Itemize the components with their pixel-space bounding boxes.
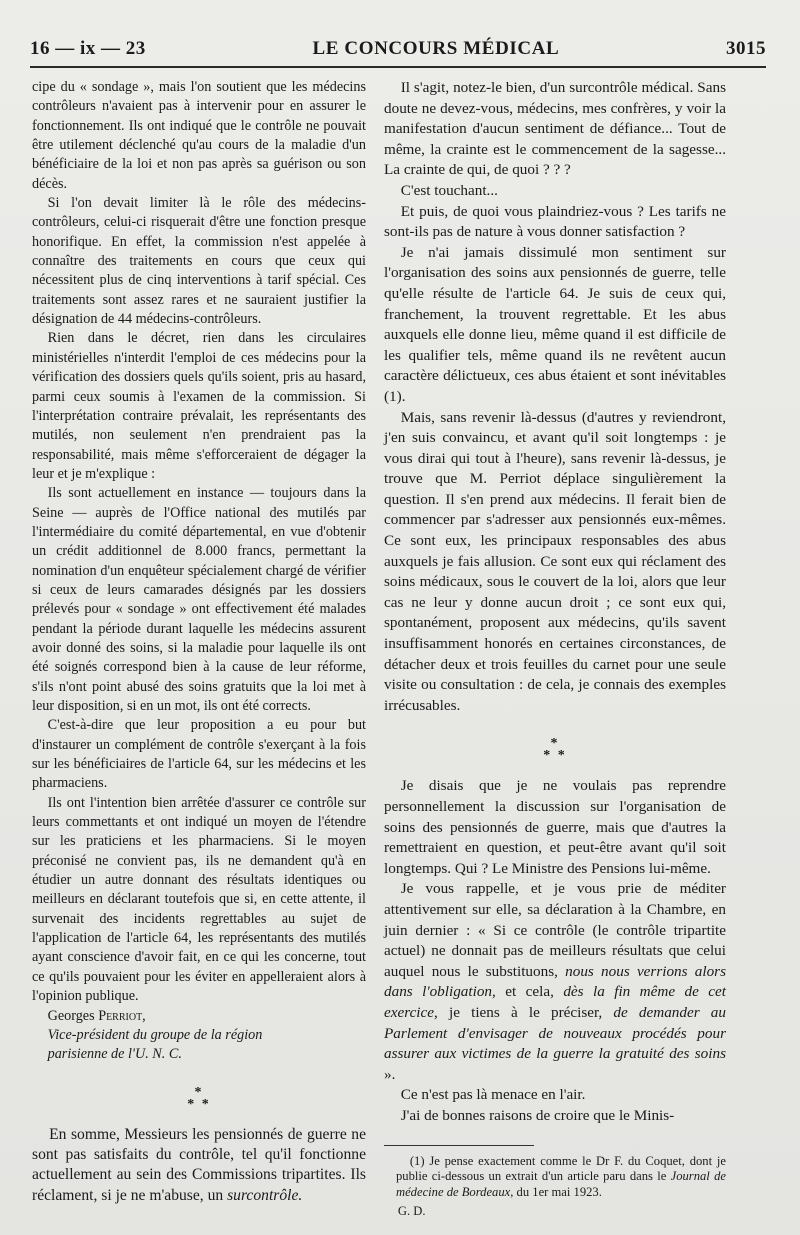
separator-star-bottom: * *	[543, 748, 567, 764]
separator-star-top: *	[550, 736, 560, 752]
footnote-text: , du 1er mai 1923.	[510, 1185, 602, 1200]
footnote-text: (1) Je pense exactement comme le Dr F. du Coquet, dont je publie ci-dessous un extrait d'un article paru dans le	[396, 1153, 726, 1184]
closing-paragraph	[32, 1125, 366, 1207]
paragraph: C'est touchant...	[400, 181, 498, 199]
quote-paragraph	[384, 879, 726, 1085]
paragraph: C'est-à-dire que leur proposition a eu pour but d'instaurer un complément de contrôle s'exerçant à la fois sur les bénéficiaires de l'article 64, sur les médecins et les pharmaciens.	[32, 717, 366, 792]
paragraph: Il s'agit, notez-le bien, d'un surcontrôle médical. Sans doute ne devez-vous, médecins, mes confrères, y voir la manifestation d'aucun sentiment de défiance... Tout de même, la crainte est le commencement de la sagesse... La crainte de qui, de quoi ? ? ?	[384, 79, 726, 179]
closing-emphasis: surcontrôle.	[227, 1186, 303, 1204]
journal-title: LE CONCOURS MÉDICAL	[312, 38, 560, 59]
paragraph: Ils sont actuellement en instance — toujours dans la Seine — auprès de l'Office national des mutilés par l'intermédiaire du comité départemental, en vue d'obtenir un crédit additionnel de 8.000 francs, permettant la nomination d'un enquêteur spécialement chargé de vérifier si ceux de leurs camarades désignés par les dossiers prélevés pour « sondage » ont effectivement été malades pendant la période durant laquelle les médecins assurent avoir donné des soins, si la maladie pour laquelle ils ont été soignés correspond bien à la cause de leur réforme, s'ils n'ont point abusé des soins gratuits que la loi met à leur disposition, si en un mot, ils ont été corrects.	[32, 485, 366, 714]
quote-emphasis: dès la fin même de cet exercice	[384, 983, 726, 1021]
left-column	[32, 78, 366, 1206]
footnote-signature: G. D.	[397, 1203, 426, 1218]
separator-star-top: *	[194, 1084, 204, 1100]
author-last-name: Perriot,	[98, 1007, 146, 1024]
paragraph: Ce n'est pas là menace en l'air.	[400, 1086, 586, 1104]
header-rule	[30, 66, 766, 68]
quote-text: Je vous rappelle, et je vous prie de méditer attentivement sur elle, sa déclaration à la Chambre, en juin dernier : « Si ce contrôle (le contrôle tripartite actuel) ne donnait pas de meilleurs résultats que celui auquel nous le substituons,	[384, 880, 726, 980]
paragraph: Rien dans le décret, rien dans les circulaires ministérielles n'interdit l'emploi de ces médecins pour la vérification des dossiers quels qu'ils soient, pris au hasard, parmi ceux soumis à l'examen de la commission. Si l'interprétation contraire prévalait, les représentants des mutilés, non seulement n'en prendraient pas la responsabilité, mais même s'efforceraient de dégager la leur et je m'explique :	[32, 330, 366, 482]
section-separator	[384, 738, 726, 762]
footnote-rule	[384, 1145, 534, 1146]
quote-emphasis: nous nous verrions alors dans l'obligation	[384, 962, 727, 1001]
quote-text: , et cela,	[492, 983, 564, 1001]
right-column	[384, 78, 726, 1221]
paragraph: Ils ont l'intention bien arrêtée d'assurer ce contrôle sur leurs commettants et ont indiqué un moyen de l'étendre sur les praticiens et les pharmaciens. Si le moyen préconisé ne convient pas, ils ne demandent qu'à en étudier un autre donnant des résultats identiques ou meilleurs en déclarant toutefois que si, en cette attente, il survenait des incidents regrettables au sujet de l'application de l'article 64, les représentants des mutilés ayant conscience d'avoir fait, en ce qui les concerne, tout ce qu'ils pouvaient pour les éviter en appelleraient alors à l'opinion publique.	[32, 794, 366, 1005]
quote-text: , je tiens à le préciser,	[434, 1003, 614, 1021]
paragraph: Je n'ai jamais dissimulé mon sentiment sur l'organisation des soins aux pensionnés de guerre, telle qu'elle résulte de l'article 64. Je suis de ceux qui, franchement, la trouvent regrettable. Et les abus auxquels elle donne lieu, même quand il est difficile de les qualifier tels, même quand ils ne revêtent aucun caractère délictueux, ces abus étaient et sont inévitables (1).	[384, 243, 726, 405]
paragraph: Mais, sans revenir là-dessus (d'autres y reviendront, j'en suis convaincu, et avant qu'il soit longtemps : je vous dirai qui tout à l'heure), sans revenir là-dessus, je trouve que M. Perriot déplace singulièrement la question. Il s'en prend aux médecins. Il ferait bien de commencer par s'adresser aux pensionnés eux-mêmes. Ce sont eux, les principaux responsables des abus auxquels je fais allusion. Ce sont eux qui réclament des soins médicaux, sous le couvert de la loi, alors que leur cas ne leur y donne aucun droit ; ce sont eux qui, spontanément, proposent aux médecins, qu'ils savent insuffisamment honorés en certaines circonstances, de détacher deux et trois feuilles du carnet pour une seule visite ou consultation : de cela, je connais des exemples irrécusables.	[384, 408, 726, 714]
closing-text: En somme, Messieurs les pensionnés de guerre ne sont pas satisfaits du contrôle, tel qu'il fonctionne actuellement au sein des Commissions tripartites. Ils réclament, si je ne m'abuse, un	[32, 1125, 366, 1204]
paragraph: Et puis, de quoi vous plaindriez-vous ? Les tarifs ne sont-ils pas de nature à vous donner satisfaction ?	[384, 202, 726, 241]
page-header	[30, 38, 766, 64]
author-first-name: Georges	[47, 1007, 99, 1024]
paragraph: cipe du « sondage », mais l'on soutient que les médecins contrôleurs n'avaient pas à intervenir pour en assurer le fonctionnement. Ils ont indiqué que le contrôle ne pouvait être utilement déclenché qu'au cours de la maladie d'un bénéficiaire de la loi et non pas après sa guérison ou son décès.	[32, 79, 366, 192]
quote-text: ».	[384, 1065, 396, 1083]
paragraph: Je disais que je ne voulais pas reprendre personnellement la discussion sur l'organisation de soins des pensionnés de guerre, mais que d'autres la remettraient en question, et peut-être avant qu'il soit longtemps. Qui ? Le Ministre des Pensions lui-même.	[384, 777, 726, 877]
page-number: 3015	[726, 38, 766, 59]
footnote-emphasis: Journal de médecine de Bordeaux	[396, 1169, 726, 1200]
quote-emphasis: de demander au Parlement d'envisager de nouveaux procédés pour assurer aux victimes de la guerre la gratuité des soins	[384, 1003, 726, 1063]
paragraph: J'ai de bonnes raisons de croire que le Minis-	[400, 1106, 675, 1124]
issue-date: 16 — ix — 23	[30, 38, 146, 59]
author-role-line-2: parisienne de l'U. N. C.	[47, 1046, 182, 1063]
author-signature	[32, 1007, 366, 1026]
paragraph: Si l'on devait limiter là le rôle des médecins-contrôleurs, celui-ci risquerait d'être une fonction presque honorifique. En effet, la commission n'est appelée à connaître des traitements en cours que ceux qui nécessitent plus de cinq interventions à tarif spécial. Ces traitements sont assez rares et ne sauraient justifier la désignation de 44 médecins-contrôleurs.	[32, 195, 366, 328]
author-role-line-1: Vice-président du groupe de la région	[47, 1026, 263, 1043]
separator-star-bottom: * *	[187, 1096, 211, 1112]
footnote	[384, 1154, 726, 1201]
section-separator	[32, 1084, 366, 1112]
